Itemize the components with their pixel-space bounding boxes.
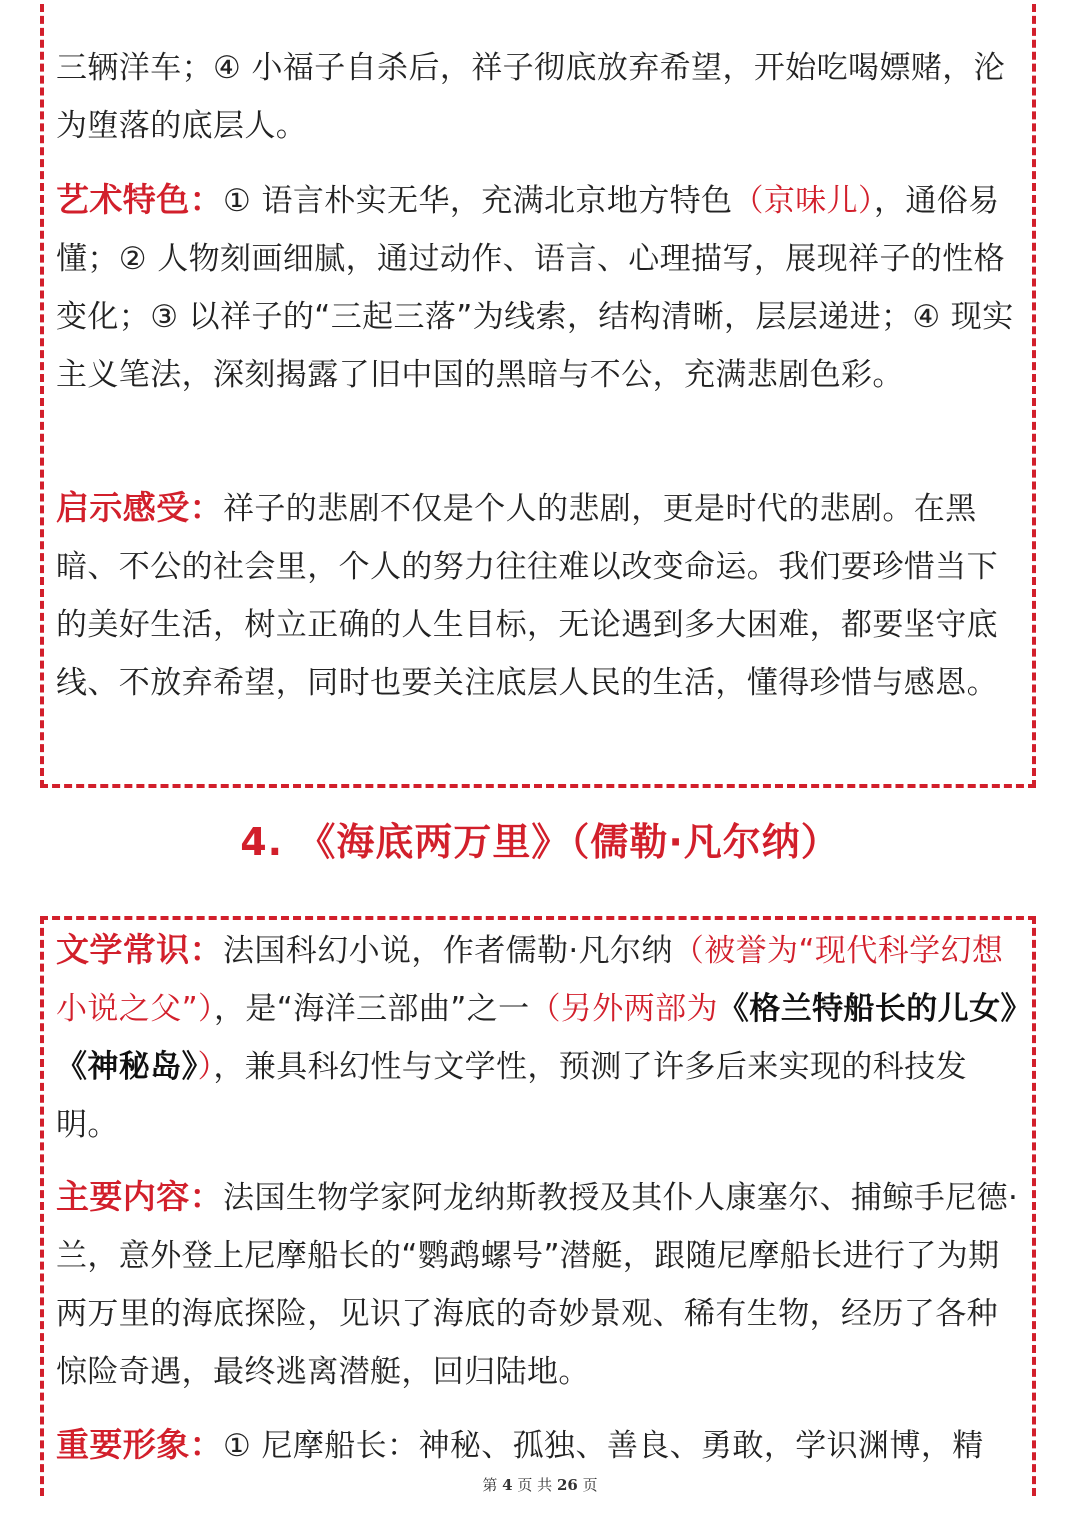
paragraph-main-content [56, 1168, 1024, 1401]
literary-text-3: ，兼具科幻性与文学性，预测了许多后来实现的科技发明。 [56, 1049, 968, 1143]
paragraph-art-features [56, 171, 1024, 404]
content-box-1 [40, 0, 1036, 788]
art-features-text-2: ，通俗易懂；② 人物刻画细腻，通过动作、语言、心理描写，展现祥子的性格变化；③ 以祥子的“三起三落”为线索，结构清晰，层层递进；④ 现实主义笔法，深刻揭露了旧中国的黑暗与不公，充满悲剧色彩。 [56, 183, 1014, 393]
footer-total-pages: 26 [556, 1476, 578, 1494]
section-title: 4. 《海底两万里》（儒勒·凡尔纳） [240, 820, 840, 864]
footer-suffix: 页 [582, 1476, 598, 1494]
literary-bold-titles: 《格兰特船长的儿女》《神秘岛》 [56, 991, 1017, 1085]
paragraph-plot-end [56, 39, 1024, 155]
literary-knowledge-label: 文学常识： [56, 930, 223, 969]
footer-page-number: 4 [502, 1476, 513, 1494]
literary-text-2: ，是“海洋三部曲”之一 [213, 991, 530, 1027]
content-box-2 [40, 916, 1036, 1496]
art-features-text-1: ① 语言朴实无华，充满北京地方特色 [223, 183, 733, 219]
insight-label: 启示感受： [56, 488, 223, 527]
paragraph-important-images [56, 1416, 1024, 1475]
insight-text: 祥子的悲剧不仅是个人的悲剧，更是时代的悲剧。在黑暗、不公的社会里，个人的努力往往难以改变命运。我们要珍惜当下的美好生活，树立正确的人生目标，无论遇到多大困难，都要坚守底线、不放弃希望，同时也要关注底层人民的生活，懂得珍惜与感恩。 [56, 491, 998, 701]
art-features-highlight: （京味儿） [732, 183, 874, 219]
footer-middle: 页 共 [517, 1476, 553, 1494]
literary-highlight-2b: ） [197, 1049, 214, 1085]
footer-prefix: 第 [482, 1476, 498, 1494]
important-images-label: 重要形象： [56, 1425, 223, 1464]
plot-end-text: 三辆洋车；④ 小福子自杀后，祥子彻底放弃希望，开始吃喝嫖赌，沦为堕落的底层人。 [56, 50, 1006, 144]
paragraph-literary-knowledge [56, 921, 1024, 1154]
important-images-text: ① 尼摩船长：神秘、孤独、善良、勇敢，学识渊博，精 [223, 1428, 984, 1464]
paragraph-insight [56, 479, 1024, 712]
literary-highlight-2a: （另外两部为 [529, 991, 718, 1027]
literary-highlight-1: （被誉为“现代科学幻想小说之父”） [56, 933, 1004, 1027]
literary-text-1: 法国科幻小说，作者儒勒·凡尔纳 [223, 933, 673, 969]
main-content-text: 法国生物学家阿龙纳斯教授及其仆人康塞尔、捕鲸手尼德·兰，意外登上尼摩船长的“鹦鹉螺号”潜艇，跟随尼摩船长进行了为期两万里的海底探险，见识了海底的奇妙景观、稀有生物，经历了各种惊险奇遇，最终逃离潜艇，回归陆地。 [56, 1180, 1019, 1390]
page-footer [0, 1470, 1080, 1500]
art-features-label: 艺术特色： [56, 180, 223, 219]
main-content-label: 主要内容： [56, 1177, 223, 1216]
